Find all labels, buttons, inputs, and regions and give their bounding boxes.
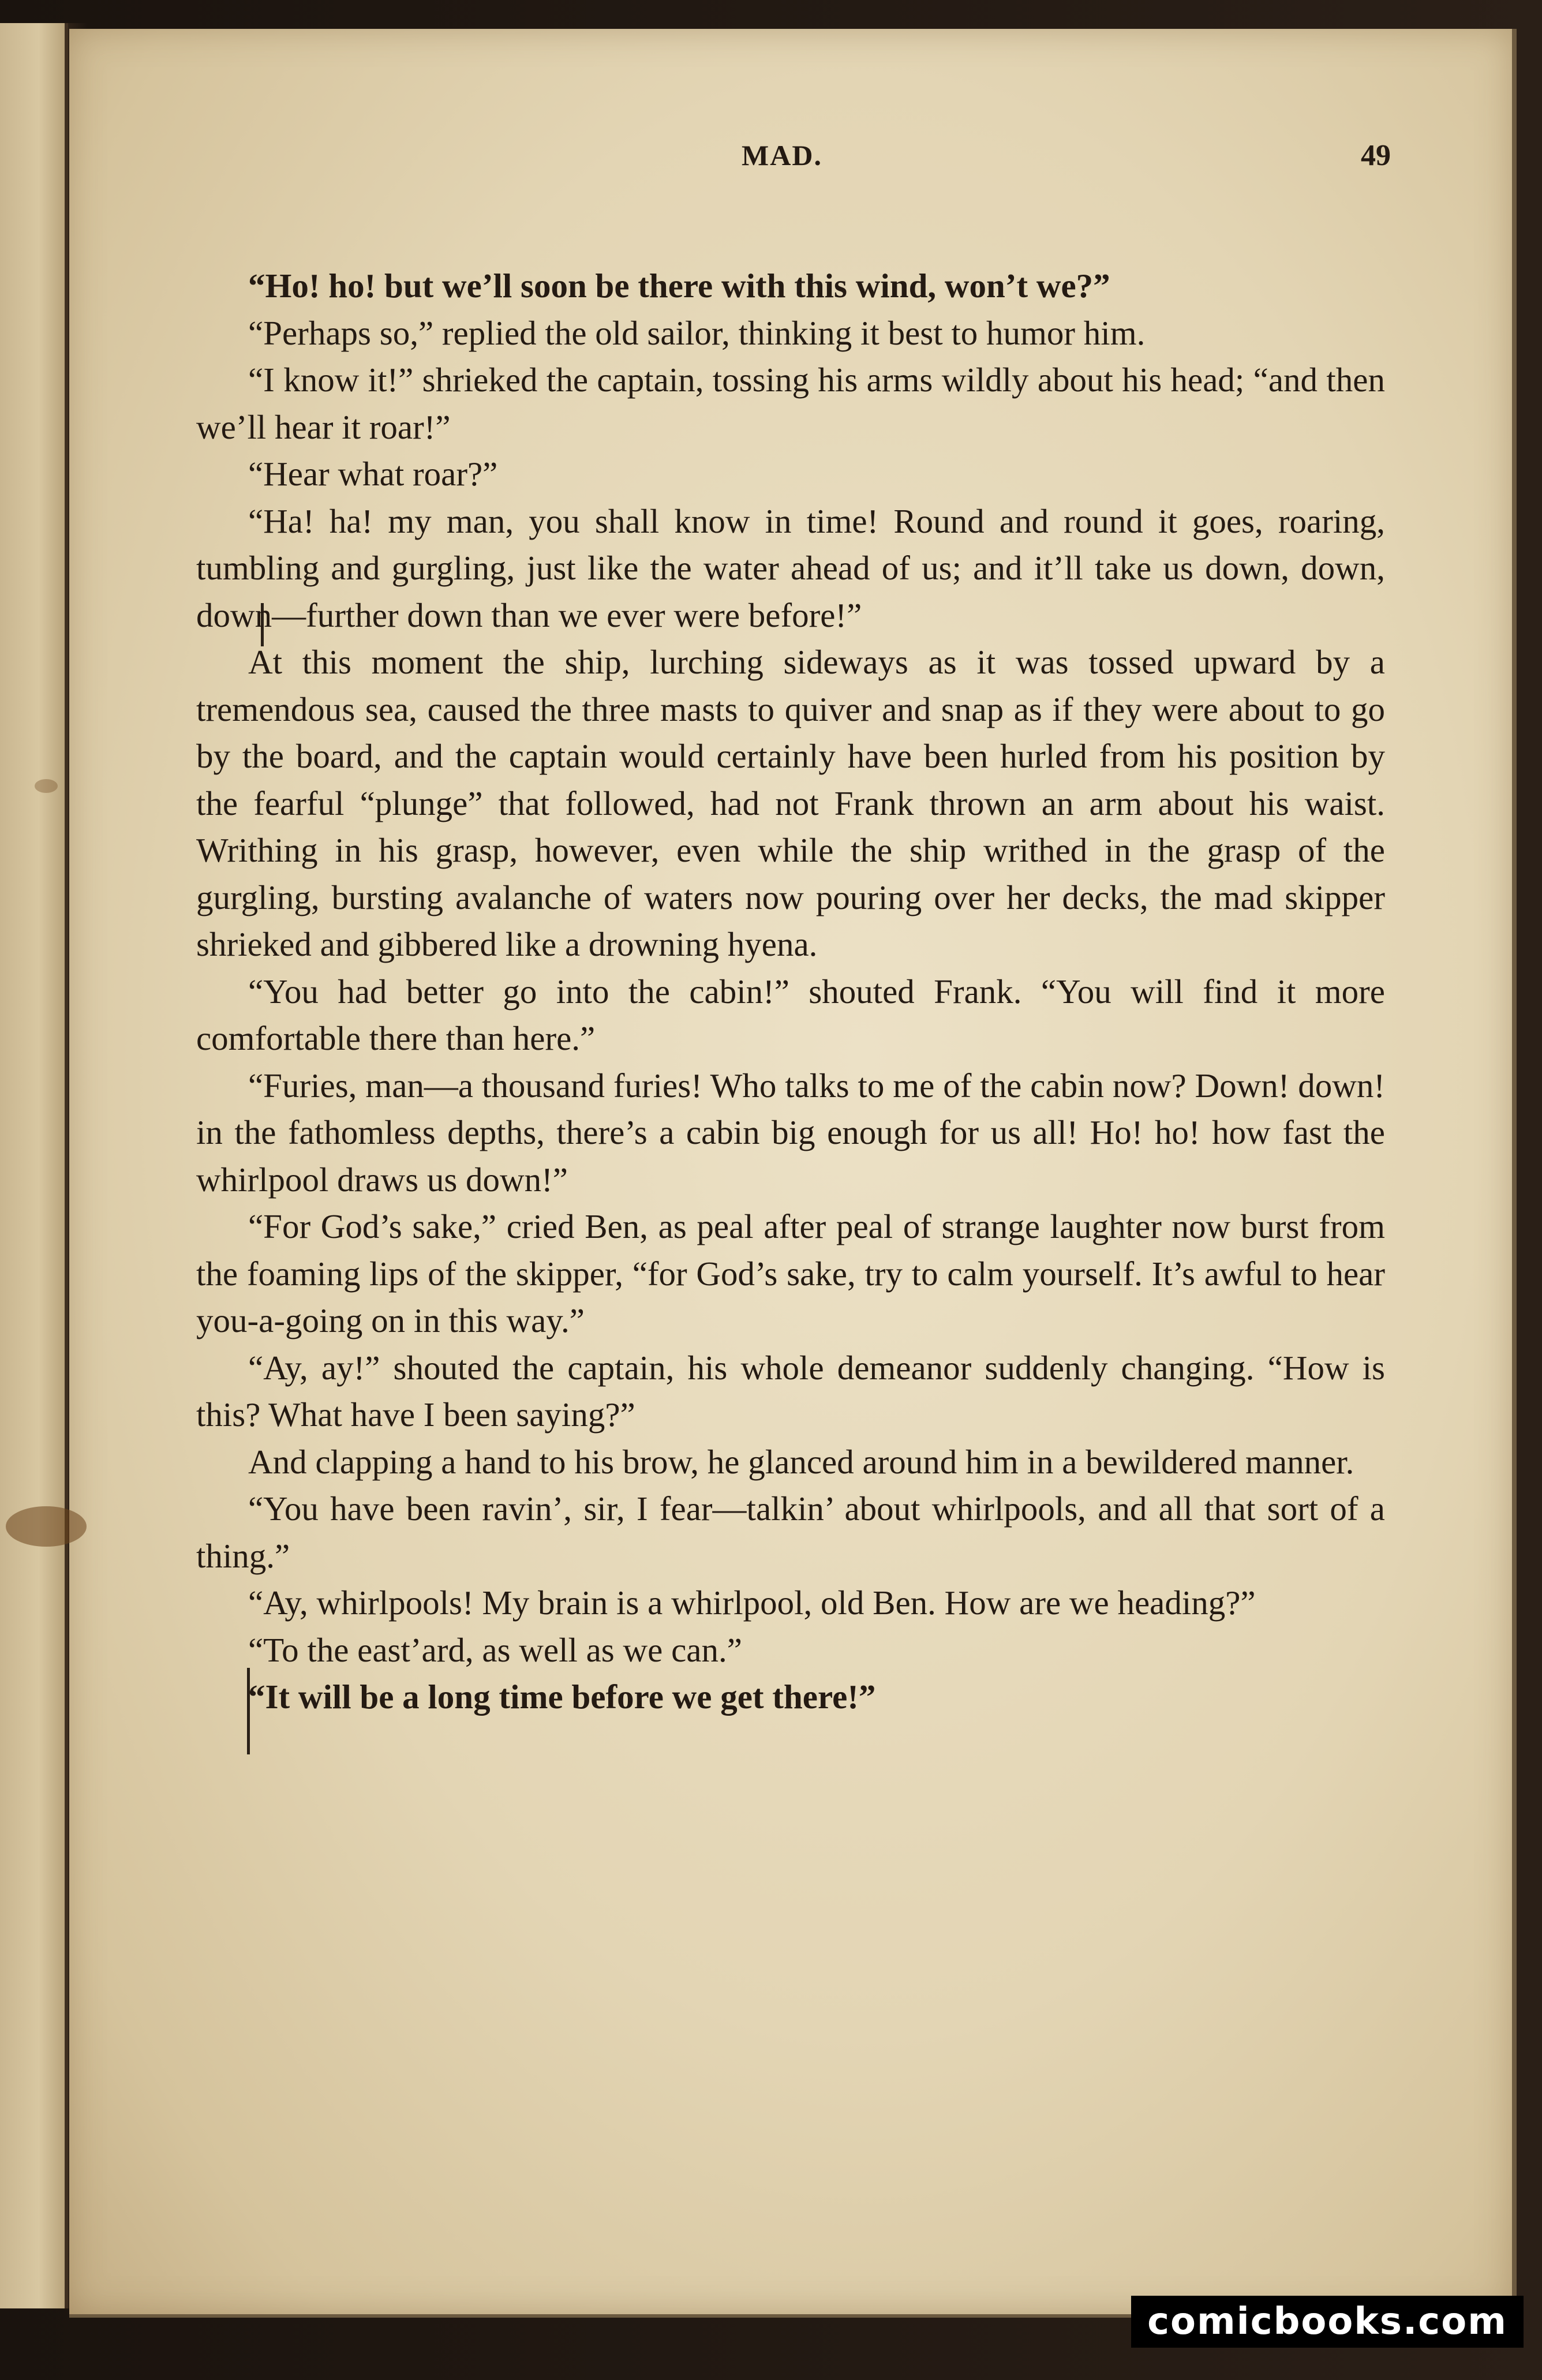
paragraph: “It will be a long time before we get there!” [248,1678,876,1716]
paragraph: “Ho! ho! but we’ll soon be there with this wind, won’t we?” [248,267,1110,305]
page-stain [6,1506,87,1547]
paragraph: “To the east’ard, as well as we can.” [248,1630,742,1669]
paragraph: “I know it!” shrieked the captain, tossing his arms wildly about his head; “and then we’ll hear it roar!” [196,361,1385,446]
paragraph: “Perhaps so,” replied the old sailor, thinking it best to humor him. [248,313,1146,352]
paragraph: “You had better go into the cabin!” shouted Frank. “You will find it more comfortable there than here.” [196,972,1385,1057]
paragraph: “Ha! ha! my man, you shall know in time! Round and round it goes, roaring, tumbling and gurgling, just like the water ahead of us; and it’ll take us down, down, down—further down than we ever were before!” [196,502,1385,634]
paragraph: “Hear what roar?” [248,455,498,493]
paragraph: “Ay, whirlpools! My brain is a whirlpool, old Ben. How are we heading?” [248,1584,1256,1622]
page-number: 49 [1361,139,1391,172]
paragraph: “Ay, ay!” shouted the captain, his whole demeanor suddenly changing. “How is this? What have I been saying?” [196,1348,1385,1434]
facing-page-edge [0,23,68,2308]
running-head [173,139,1391,190]
running-head-title: MAD. [742,139,822,171]
page-stain [35,779,58,793]
paragraph: “Furies, man—a thousand furies! Who talks to me of the cabin now? Down! down! in the fathomless depths, there’s a cabin big enough for us all! Ho! ho! how fast the whirlpool draws us down!” [196,1066,1385,1199]
watermark: comicbooks.com [1131,2296,1524,2348]
paragraph: “For God’s sake,” cried Ben, as peal after peal of strange laughter now burst from the foaming lips of the skipper, “for God’s sake, try to calm yourself. It’s awful to hear you-a-going on in this way.” [196,1207,1385,1339]
paragraph: At this moment the ship, lurching sideways as it was tossed upward by a tremendous sea, caused the three masts to quiver and snap as if they were about to go by the board, and the captain would certainly have been hurled from his position by the fearful “plunge” that followed, had not Frank thrown an arm about his waist. Writhing in his grasp, however, even while the ship writhed in the grasp of the gurgling, bursting avalanche of waters now pouring over her decks, the mad skipper shrieked and gibbered like a drowning hyena. [196,643,1385,963]
paragraph: “You have been ravin’, sir, I fear—talkin’ about whirlpools, and all that sort of a thing.” [196,1490,1385,1575]
paragraph: And clapping a hand to his brow, he glanced around him in a bewildered manner. [248,1442,1354,1481]
body-text [196,263,1385,1721]
